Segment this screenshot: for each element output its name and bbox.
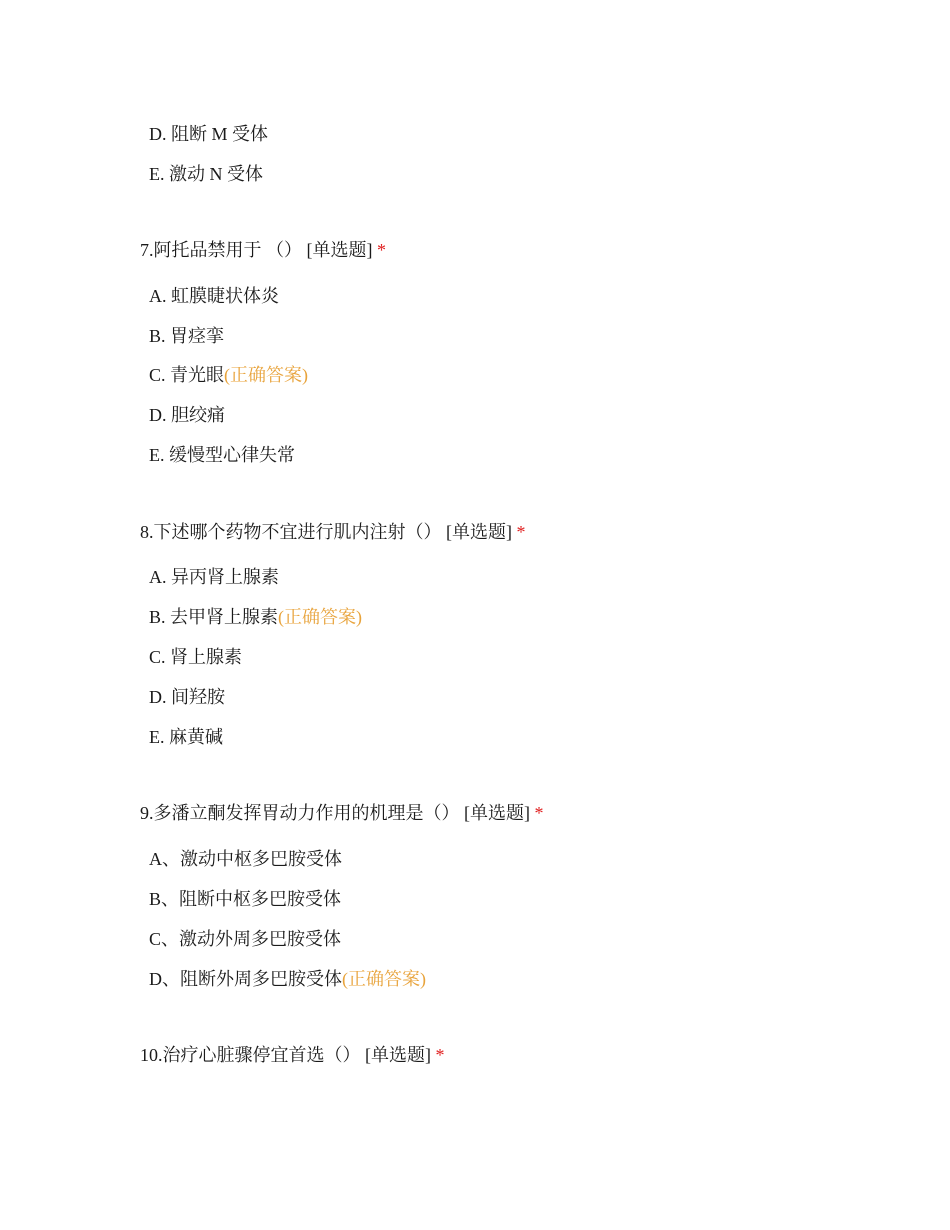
option-letter: C、 [149,929,180,949]
q9-option-a [149,848,342,870]
option-letter: B、 [149,889,180,909]
q8-option-b [149,606,362,628]
q7-option-b [149,325,224,347]
option-text: 胆绞痛 [171,405,225,425]
q7-option-a [149,285,279,307]
option-text: 虹膜睫状体炎 [171,286,279,306]
q6-option-e [149,163,263,185]
q6-option-d [149,123,268,145]
option-letter: C. [149,365,171,385]
q8-option-a [149,566,279,588]
q7-option-d [149,404,225,426]
option-letter: C. [149,647,171,667]
question-text: 9.多潘立酮发挥胃动力作用的机理是（） [单选题] [140,803,530,823]
option-text: 麻黄碱 [169,727,223,747]
required-marker: * [377,240,386,260]
correct-answer-mark: (正确答案) [278,607,363,627]
q8-option-e [149,726,223,748]
option-text: 去甲肾上腺素 [170,607,279,627]
option-text: 激动中枢多巴胺受体 [180,849,342,869]
option-text: 肾上腺素 [170,647,243,667]
q7-option-c [149,364,308,386]
option-text: 青光眼 [170,365,225,385]
option-letter: A、 [149,849,180,869]
question-10-title [140,1044,445,1066]
option-letter: B. [149,607,171,627]
correct-answer-mark: (正确答案) [342,969,426,989]
option-letter: B. [149,326,171,346]
q9-option-d [149,968,426,990]
required-marker: * [435,1045,445,1065]
option-text: 缓慢型心律失常 [169,445,295,465]
option-text: 异丙肾上腺素 [171,567,279,587]
option-text: 激动 N 受体 [169,164,263,184]
option-text: 阻断外周多巴胺受体 [180,969,342,989]
q9-option-b [149,888,341,910]
required-marker: * [534,803,544,823]
question-text: 8.下述哪个药物不宜进行肌内注射（） [单选题] [140,522,512,542]
option-letter: D. [149,124,171,144]
q8-option-d [149,686,225,708]
correct-answer-mark: (正确答案) [224,365,309,385]
question-text: 10.治疗心脏骤停宜首选（） [单选题] [140,1045,431,1065]
option-letter: D. [149,405,171,425]
option-letter: D. [149,687,171,707]
question-8-title [140,521,526,543]
option-text: 胃痉挛 [170,326,225,346]
option-text: 激动外周多巴胺受体 [179,929,342,949]
q9-option-c [149,928,341,950]
option-letter: E. [149,727,169,747]
required-marker: * [516,522,526,542]
question-7-title [140,239,386,261]
question-9-title [140,802,544,824]
option-letter: D、 [149,969,180,989]
option-letter: E. [149,164,169,184]
option-text: 间羟胺 [171,687,225,707]
option-text: 阻断中枢多巴胺受体 [179,889,342,909]
q7-option-e [149,444,295,466]
question-text: 7.阿托品禁用于 （） [单选题] [140,240,373,260]
option-text: 阻断 M 受体 [171,124,269,144]
option-letter: E. [149,445,169,465]
option-letter: A. [149,286,171,306]
q8-option-c [149,646,242,668]
option-letter: A. [149,567,171,587]
